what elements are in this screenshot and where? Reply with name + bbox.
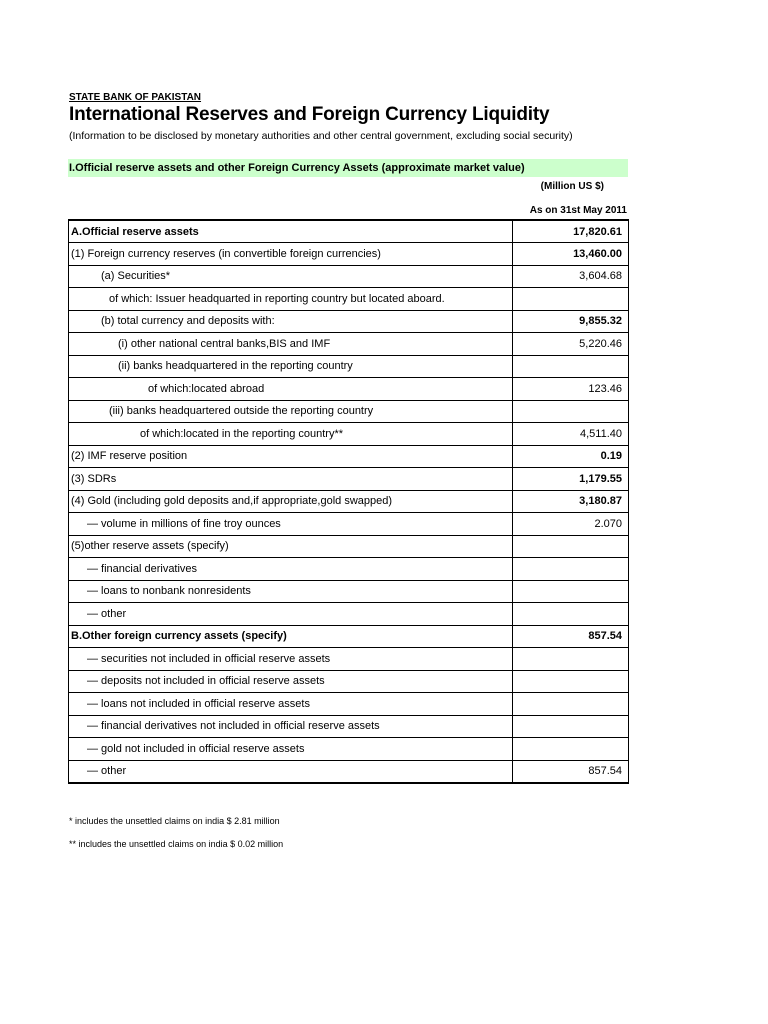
table-row [69,535,629,558]
page-title: International Reserves and Foreign Currency Liquidity [69,104,550,125]
table-row [69,288,629,311]
table-row [69,378,629,401]
row-value: 3,604.68 [513,265,629,288]
row-label: of which:located in the reporting country** [69,423,513,446]
table-row [69,445,629,468]
table-row [69,603,629,626]
as-of-date: As on 31st May 2011 [529,205,627,216]
row-label: — loans not included in official reserve assets [69,693,513,716]
row-label: B.Other foreign currency assets (specify) [69,625,513,648]
row-value [513,670,629,693]
table-row [69,355,629,378]
row-value [513,288,629,311]
row-label: (i) other national central banks,BIS and IMF [69,333,513,356]
row-label: — financial derivatives [69,558,513,581]
table-row [69,670,629,693]
unit-label: (Million US $) [540,181,604,192]
table-row [69,648,629,671]
row-value [513,558,629,581]
row-value [513,400,629,423]
row-value: 4,511.40 [513,423,629,446]
row-value: 1,179.55 [513,468,629,491]
row-label: (1) Foreign currency reserves (in convertible foreign currencies) [69,243,513,266]
footnote-2: ** includes the unsettled claims on india $ 0.02 million [69,839,284,849]
table-row [69,333,629,356]
row-value [513,715,629,738]
row-value: 5,220.46 [513,333,629,356]
row-value: 857.54 [513,760,629,783]
row-value [513,738,629,761]
row-value: 17,820.61 [513,220,629,243]
table-row [69,693,629,716]
table-row [69,490,629,513]
row-value: 9,855.32 [513,310,629,333]
table-row [69,220,629,243]
row-value: 2.070 [513,513,629,536]
table-row [69,513,629,536]
row-value: 3,180.87 [513,490,629,513]
section-heading: I.Official reserve assets and other Foreign Currency Assets (approximate market value) [68,159,628,177]
table-row [69,468,629,491]
bank-name: STATE BANK OF PAKISTAN [69,92,202,103]
row-label: — loans to nonbank nonresidents [69,580,513,603]
row-label: (iii) banks headquartered outside the reporting country [69,400,513,423]
table-row [69,760,629,783]
table-row [69,265,629,288]
row-value: 857.54 [513,625,629,648]
row-value: 0.19 [513,445,629,468]
row-label: (b) total currency and deposits with: [69,310,513,333]
footnote-1: * includes the unsettled claims on india $ 2.81 million [69,816,280,826]
row-label: — financial derivatives not included in official reserve assets [69,715,513,738]
page-subtitle: (Information to be disclosed by monetary authorities and other central government, excluding social security) [69,130,573,142]
table-row [69,558,629,581]
row-value [513,603,629,626]
row-label: (4) Gold (including gold deposits and,if appropriate,gold swapped) [69,490,513,513]
table-row [69,400,629,423]
row-label: — deposits not included in official reserve assets [69,670,513,693]
row-label: (2) IMF reserve position [69,445,513,468]
reserves-table [68,219,629,784]
row-label: (a) Securities* [69,265,513,288]
table-row [69,738,629,761]
row-label: A.Official reserve assets [69,220,513,243]
row-value [513,648,629,671]
table-row [69,580,629,603]
row-label: — securities not included in official reserve assets [69,648,513,671]
row-value [513,535,629,558]
row-value [513,355,629,378]
table-row [69,243,629,266]
row-label: — volume in millions of fine troy ounces [69,513,513,536]
row-value: 13,460.00 [513,243,629,266]
row-label: — other [69,760,513,783]
table-row [69,715,629,738]
table-row [69,625,629,648]
row-value: 123.46 [513,378,629,401]
row-label: of which: Issuer headquarted in reporting country but located aboard. [69,288,513,311]
row-label: (ii) banks headquartered in the reporting country [69,355,513,378]
row-value [513,580,629,603]
row-label: of which:located abroad [69,378,513,401]
table-row [69,310,629,333]
row-label: — other [69,603,513,626]
table-row [69,423,629,446]
row-label: (3) SDRs [69,468,513,491]
row-label: (5)other reserve assets (specify) [69,535,513,558]
row-label: — gold not included in official reserve assets [69,738,513,761]
row-value [513,693,629,716]
